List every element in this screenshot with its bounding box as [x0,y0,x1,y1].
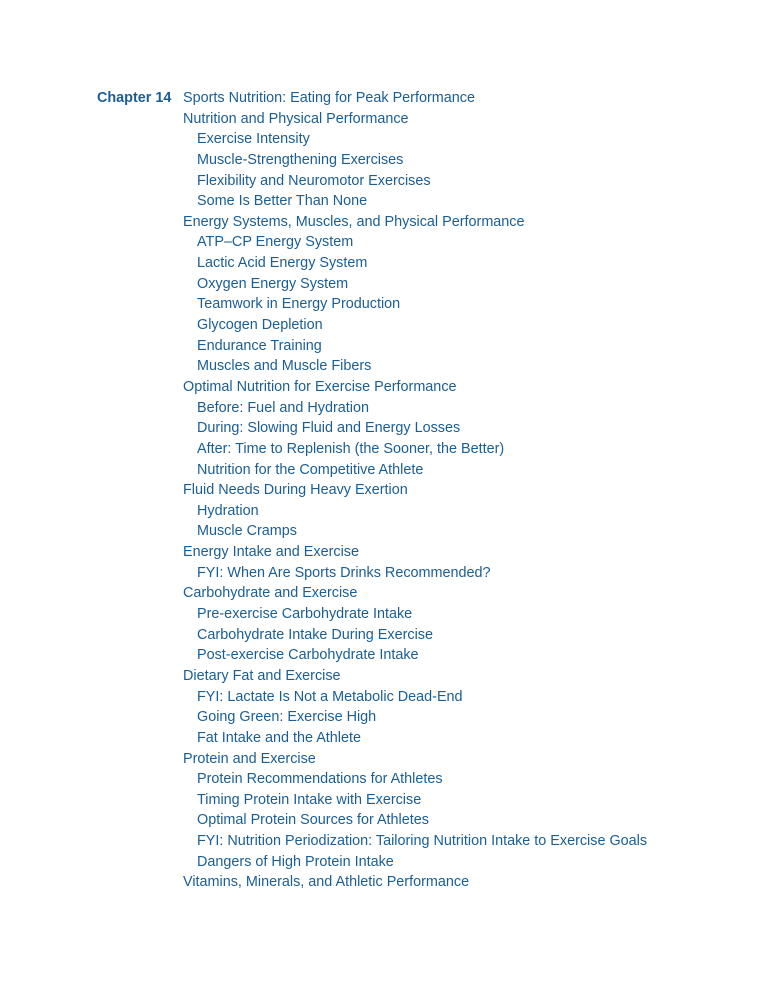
toc-row [0,769,772,790]
toc-row [0,150,772,171]
chapter-title[interactable]: Sports Nutrition: Eating for Peak Performance [183,90,475,106]
toc-subsection-link[interactable]: Carbohydrate Intake During Exercise [197,626,433,643]
toc-section-link[interactable]: Dietary Fat and Exercise [183,667,341,684]
toc-subsection-link[interactable]: Flexibility and Neuromotor Exercises [197,172,431,189]
toc-subsection-link[interactable]: Fat Intake and the Athlete [197,729,362,746]
toc-entries [0,109,772,893]
toc-section-link[interactable]: Carbohydrate and Exercise [183,585,358,602]
toc-subsection-link[interactable]: Muscle-Strengthening Exercises [197,151,404,168]
toc-row [0,253,772,274]
toc-section-link[interactable]: Nutrition and Physical Performance [183,110,409,127]
toc-section-link[interactable]: Optimal Nutrition for Exercise Performance [183,378,457,395]
toc-section-link[interactable]: Fluid Needs During Heavy Exertion [183,482,408,499]
toc-row [0,666,772,687]
toc-row [0,542,772,563]
toc-row [0,872,772,893]
toc-row [0,398,772,419]
chapter-number: Chapter 14 [97,90,172,106]
toc-subsection-link[interactable]: During: Slowing Fluid and Energy Losses [197,420,461,437]
toc-subsection-link[interactable]: Going Green: Exercise High [197,709,377,726]
toc-subsection-link[interactable]: Teamwork in Energy Production [197,296,401,313]
toc-row [0,480,772,501]
toc-subsection-link[interactable]: Glycogen Depletion [197,317,323,334]
toc-row [0,563,772,584]
toc-row [0,645,772,666]
toc-row [0,810,772,831]
chapter-heading [0,88,772,109]
toc-subsection-link[interactable]: Some Is Better Than None [197,193,368,210]
toc-section-link[interactable]: Energy Intake and Exercise [183,544,359,561]
toc-row [0,439,772,460]
toc-row [0,749,772,770]
toc-row [0,831,772,852]
toc-subsection-link[interactable]: ATP–CP Energy System [197,234,354,251]
toc-row [0,171,772,192]
toc-section-link[interactable]: Energy Systems, Muscles, and Physical Performance [183,213,525,230]
toc-subsection-link[interactable]: Before: Fuel and Hydration [197,399,369,416]
toc-row [0,377,772,398]
toc-subsection-link[interactable]: Nutrition for the Competitive Athlete [197,461,424,478]
toc-row [0,129,772,150]
toc-subsection-link[interactable]: Muscles and Muscle Fibers [197,358,372,375]
toc-row [0,191,772,212]
toc-row [0,728,772,749]
toc-subsection-link[interactable]: Pre-exercise Carbohydrate Intake [197,606,413,623]
toc-subsection-link[interactable]: Protein Recommendations for Athletes [197,771,443,788]
toc-row [0,418,772,439]
toc-subsection-link[interactable]: Lactic Acid Energy System [197,255,368,272]
toc-row [0,687,772,708]
toc-subsection-link[interactable]: After: Time to Replenish (the Sooner, the Better) [197,440,505,457]
toc-row [0,356,772,377]
toc-row [0,212,772,233]
toc-row [0,625,772,646]
toc-row [0,336,772,357]
toc-subsection-link[interactable]: Hydration [197,502,259,519]
toc-subsection-link[interactable]: Timing Protein Intake with Exercise [197,791,422,808]
toc-section-link[interactable]: Protein and Exercise [183,750,316,767]
toc-row [0,232,772,253]
toc-row [0,501,772,522]
toc-row [0,109,772,130]
toc-subsection-link[interactable]: Oxygen Energy System [197,275,349,292]
toc-row [0,460,772,481]
toc-subsection-link[interactable]: FYI: When Are Sports Drinks Recommended? [197,564,491,581]
toc-row [0,583,772,604]
toc-subsection-link[interactable]: FYI: Nutrition Periodization: Tailoring Nutrition Intake to Exercise Goals [197,833,648,850]
toc-subsection-link[interactable]: Endurance Training [197,337,322,354]
table-of-contents [0,88,772,893]
toc-row [0,521,772,542]
toc-subsection-link[interactable]: Dangers of High Protein Intake [197,853,394,870]
toc-subsection-link[interactable]: FYI: Lactate Is Not a Metabolic Dead-End [197,688,463,705]
toc-row [0,604,772,625]
toc-row [0,707,772,728]
toc-row [0,274,772,295]
toc-section-link[interactable]: Vitamins, Minerals, and Athletic Performance [183,874,470,891]
toc-row [0,315,772,336]
toc-subsection-link[interactable]: Post-exercise Carbohydrate Intake [197,647,419,664]
toc-subsection-link[interactable]: Muscle Cramps [197,523,297,540]
toc-row [0,294,772,315]
toc-subsection-link[interactable]: Exercise Intensity [197,131,310,148]
toc-row [0,852,772,873]
toc-row [0,790,772,811]
toc-subsection-link[interactable]: Optimal Protein Sources for Athletes [197,812,429,829]
